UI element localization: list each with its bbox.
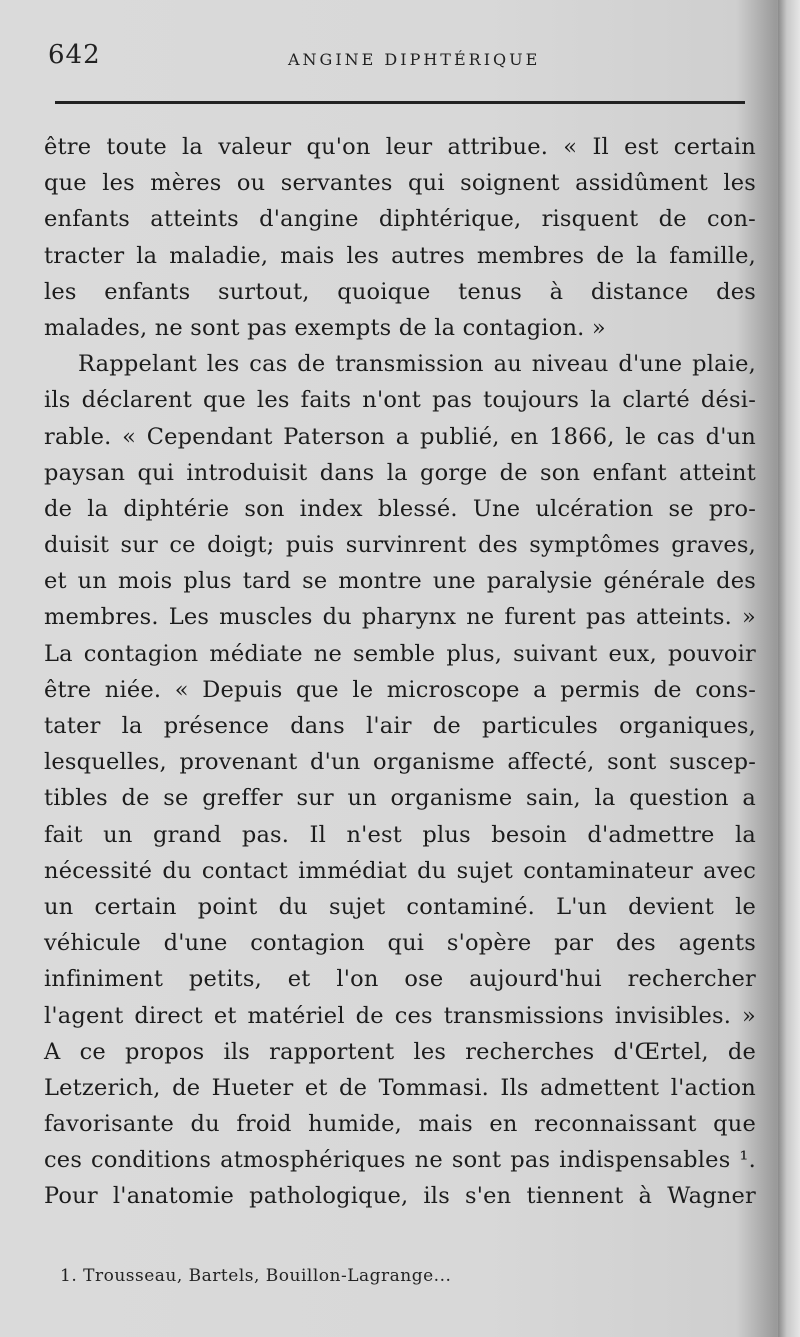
text-line: infiniment petits, et l'on ose aujourd'hui rechercher [44, 966, 756, 993]
text-line: Letzerich, de Hueter et de Tommasi. Ils admettent l'action [44, 1074, 756, 1101]
running-title: ANGINE DIPHTÉRIQUE [288, 50, 541, 69]
text-line: un certain point du sujet contaminé. L'un devient le [44, 893, 756, 920]
text-line: malades, ne sont pas exempts de la contagion. » [44, 314, 606, 341]
text-line: tater la présence dans l'air de particules organiques, [44, 713, 756, 739]
text-line: ces conditions atmosphériques ne sont pas indispensables ¹. [44, 1147, 756, 1174]
page-number: 642 [48, 40, 101, 70]
body-text [44, 129, 756, 1215]
text-line: lesquelles, provenant d'un organisme affecté, sont suscep- [44, 749, 756, 776]
text-line: que les mères ou servantes qui soignent assidûment les [44, 170, 756, 197]
text-line: Rappelant les cas de transmission au niveau d'une plaie, [78, 351, 756, 378]
footnote: 1. Trousseau, Bartels, Bouillon-Lagrange... [60, 1266, 452, 1286]
text-line: de la diphtérie son index blessé. Une ulcération se pro- [44, 495, 756, 522]
text-line: La contagion médiate ne semble plus, suivant eux, pouvoir [44, 640, 756, 667]
text-line: être niée. « Depuis que le microscope a permis de cons- [44, 676, 756, 703]
page-gutter-shadow [778, 0, 800, 1337]
page-header [48, 40, 748, 80]
text-line: les enfants surtout, quoique tenus à distance des [44, 278, 756, 305]
text-line: être toute la valeur qu'on leur attribue. « Il est certain [44, 134, 756, 160]
text-line: Pour l'anatomie pathologique, ils s'en tiennent à Wagner [44, 1183, 756, 1210]
text-line: duisit sur ce doigt; puis survinrent des symptômes graves, [44, 532, 756, 559]
text-line: et un mois plus tard se montre une paralysie générale des [44, 568, 756, 595]
header-rule [55, 101, 745, 104]
text-line: nécessité du contact immédiat du sujet contaminateur avec [44, 857, 756, 884]
text-line: A ce propos ils rapportent les recherches d'Œrtel, de [44, 1038, 756, 1065]
text-line: véhicule d'une contagion qui s'opère par des agents [44, 930, 756, 957]
text-line: l'agent direct et matériel de ces transmissions invisibles. » [44, 1002, 756, 1029]
text-line: rable. « Cependant Paterson a publié, en 1866, le cas d'un [44, 423, 756, 450]
text-line: tibles de se greffer sur un organisme sain, la question a [44, 785, 756, 812]
text-line: favorisante du froid humide, mais en reconnaissant que [44, 1111, 756, 1138]
text-line: ils déclarent que les faits n'ont pas toujours la clarté dési- [44, 387, 756, 414]
text-line: paysan qui introduisit dans la gorge de son enfant atteint [44, 459, 756, 486]
text-line: tracter la maladie, mais les autres membres de la famille, [44, 242, 756, 269]
text-line: enfants atteints d'angine diphtérique, risquent de con- [44, 206, 756, 233]
text-line: fait un grand pas. Il n'est plus besoin d'admettre la [44, 821, 756, 848]
text-line: membres. Les muscles du pharynx ne furent pas atteints. » [44, 604, 756, 631]
